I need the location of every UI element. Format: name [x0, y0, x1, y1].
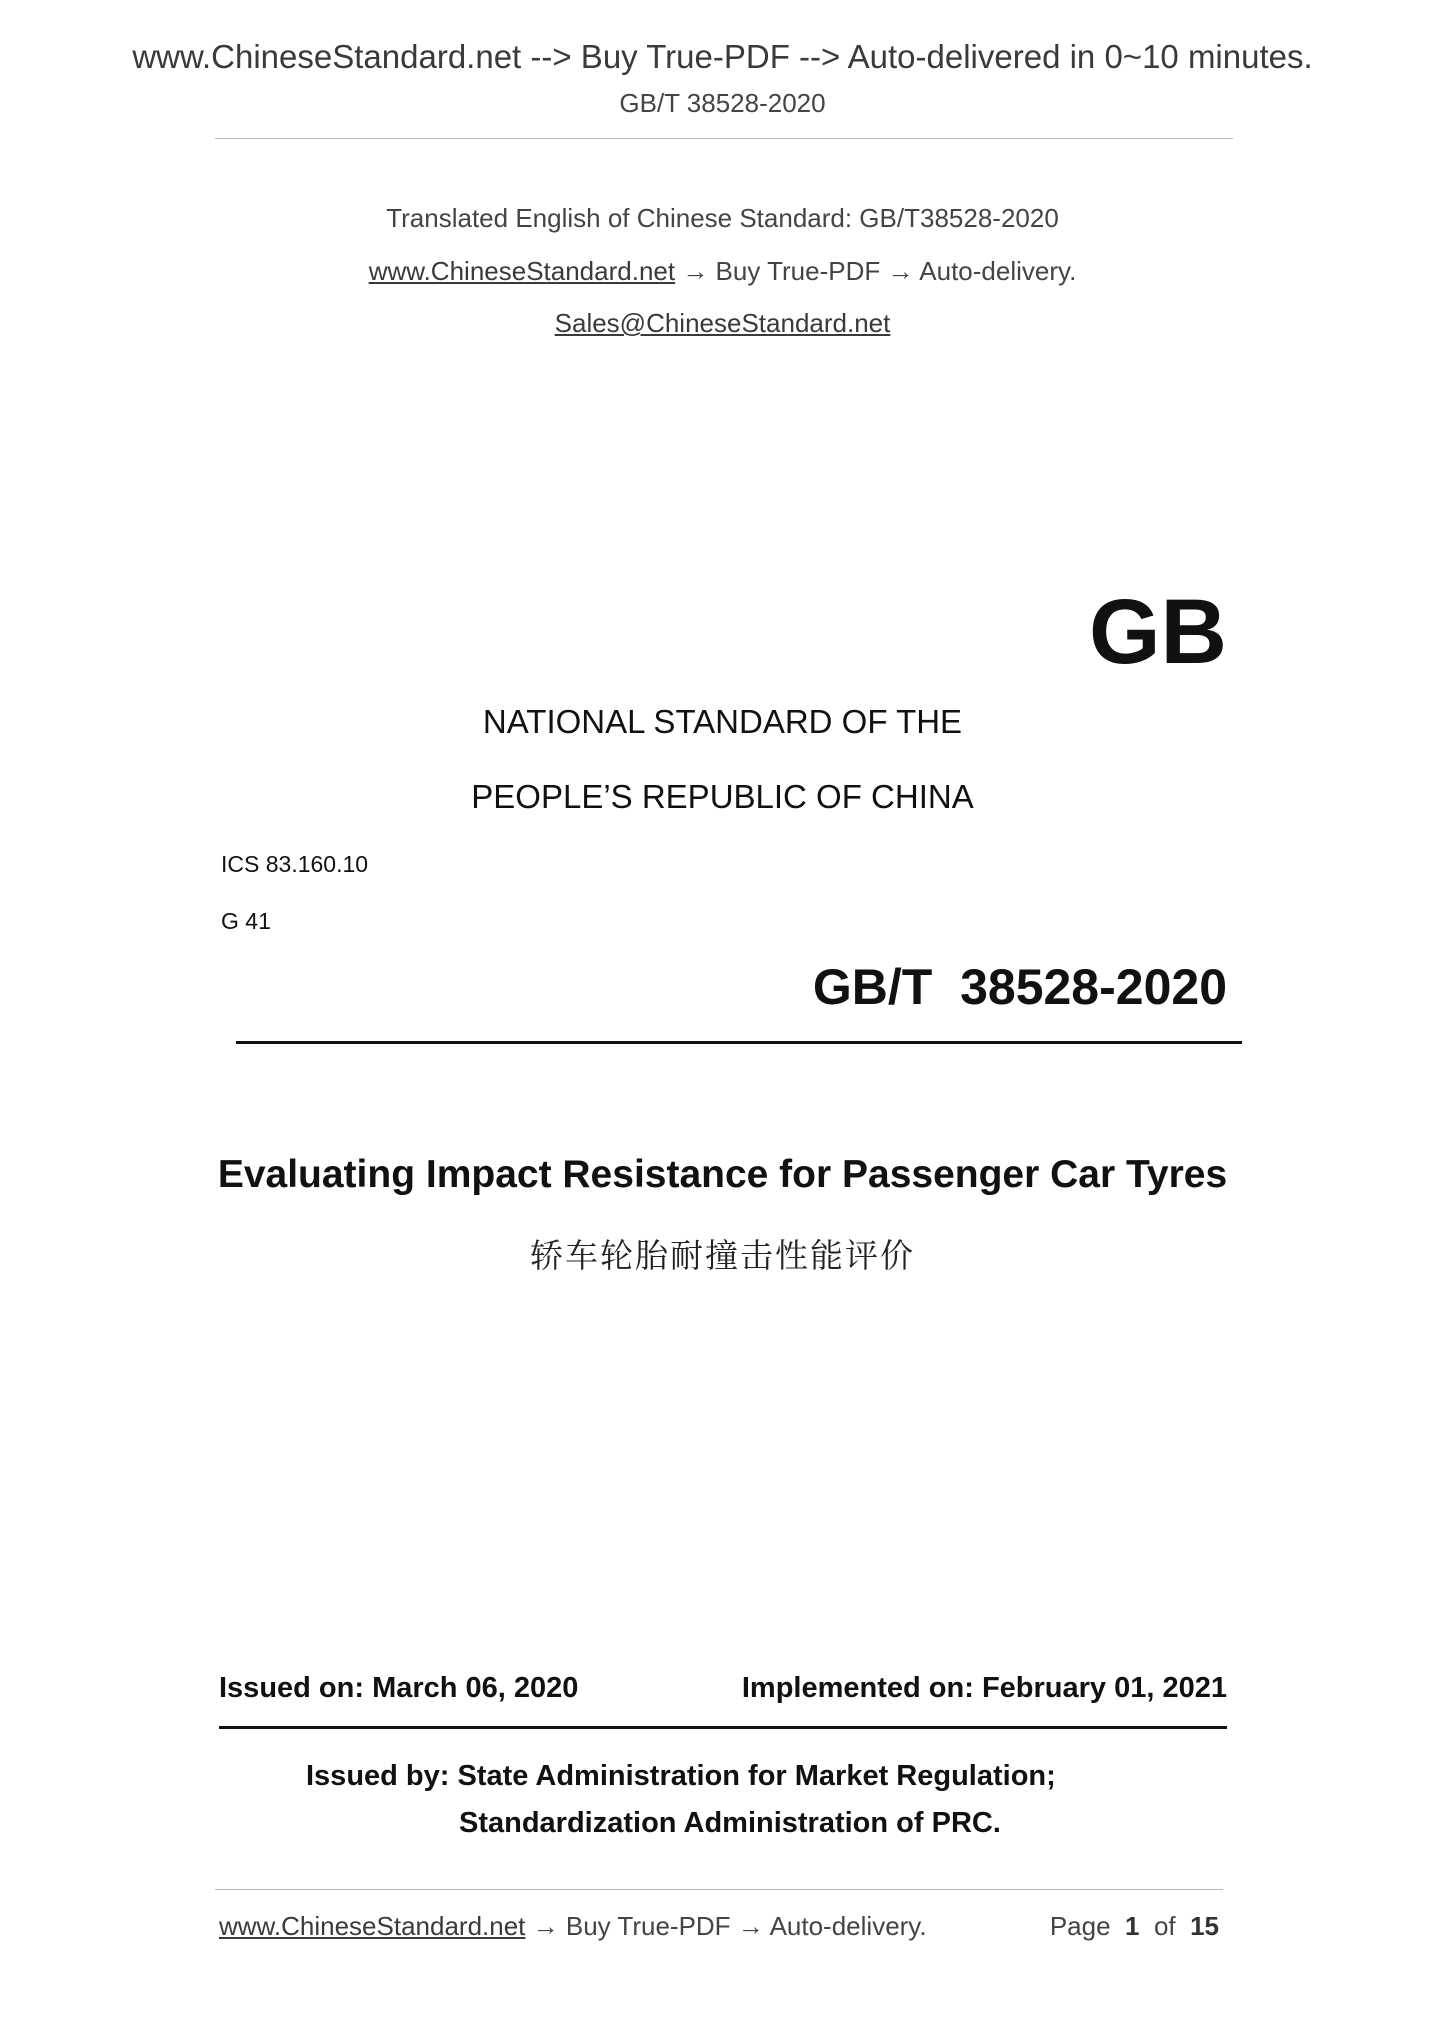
category-code: G 41 [221, 908, 271, 934]
header-divider [215, 138, 1233, 139]
dates-rule [219, 1726, 1227, 1729]
gb-mark: GB [1089, 581, 1227, 683]
footer-divider [215, 1889, 1223, 1890]
header-doc-code: GB/T 38528-2020 [619, 88, 826, 118]
footer-purchase-line [219, 1911, 927, 1942]
page-total: 15 [1190, 1911, 1219, 1941]
email-line [0, 308, 1445, 339]
header-banner: www.ChineseStandard.net --> Buy True-PDF --> Auto-delivered in 0~10 minutes. [132, 38, 1313, 75]
standard-number: GB/T 38528-2020 [812, 959, 1227, 1015]
email-link[interactable]: Sales@ChineseStandard.net [554, 308, 891, 338]
title-chinese: 轿车轮胎耐撞击性能评价 [530, 1237, 915, 1274]
standard-number-rule [236, 1041, 1242, 1044]
page-label: Page [1049, 1911, 1111, 1941]
footer-purchase-text: → Buy True-PDF → Auto-delivery. [525, 1911, 927, 1941]
page-of: of [1153, 1911, 1176, 1941]
translation-note: Translated English of Chinese Standard: GB/T38528-2020 [386, 203, 1059, 233]
national-standard-line2: PEOPLE’S REPUBLIC OF CHINA [471, 778, 974, 815]
implemented-on-date: Implemented on: February 01, 2021 [741, 1672, 1227, 1704]
page-current: 1 [1125, 1911, 1140, 1941]
purchase-text: → Buy True-PDF → Auto-delivery. [675, 256, 1077, 286]
page-indicator [1050, 1911, 1219, 1942]
purchase-line [0, 256, 1445, 287]
ics-code: ICS 83.160.10 [221, 851, 369, 877]
issued-on-date: Issued on: March 06, 2020 [219, 1672, 579, 1704]
title-english: Evaluating Impact Resistance for Passenger Car Tyres [217, 1153, 1228, 1196]
national-standard-line1: NATIONAL STANDARD OF THE [482, 703, 963, 740]
site-link[interactable]: www.ChineseStandard.net [368, 256, 676, 286]
issued-by-line1: Issued by: State Administration for Market Regulation; [306, 1760, 1056, 1792]
footer-site-link[interactable]: www.ChineseStandard.net [219, 1911, 526, 1941]
issued-by-line2: Standardization Administration of PRC. [459, 1807, 1001, 1839]
